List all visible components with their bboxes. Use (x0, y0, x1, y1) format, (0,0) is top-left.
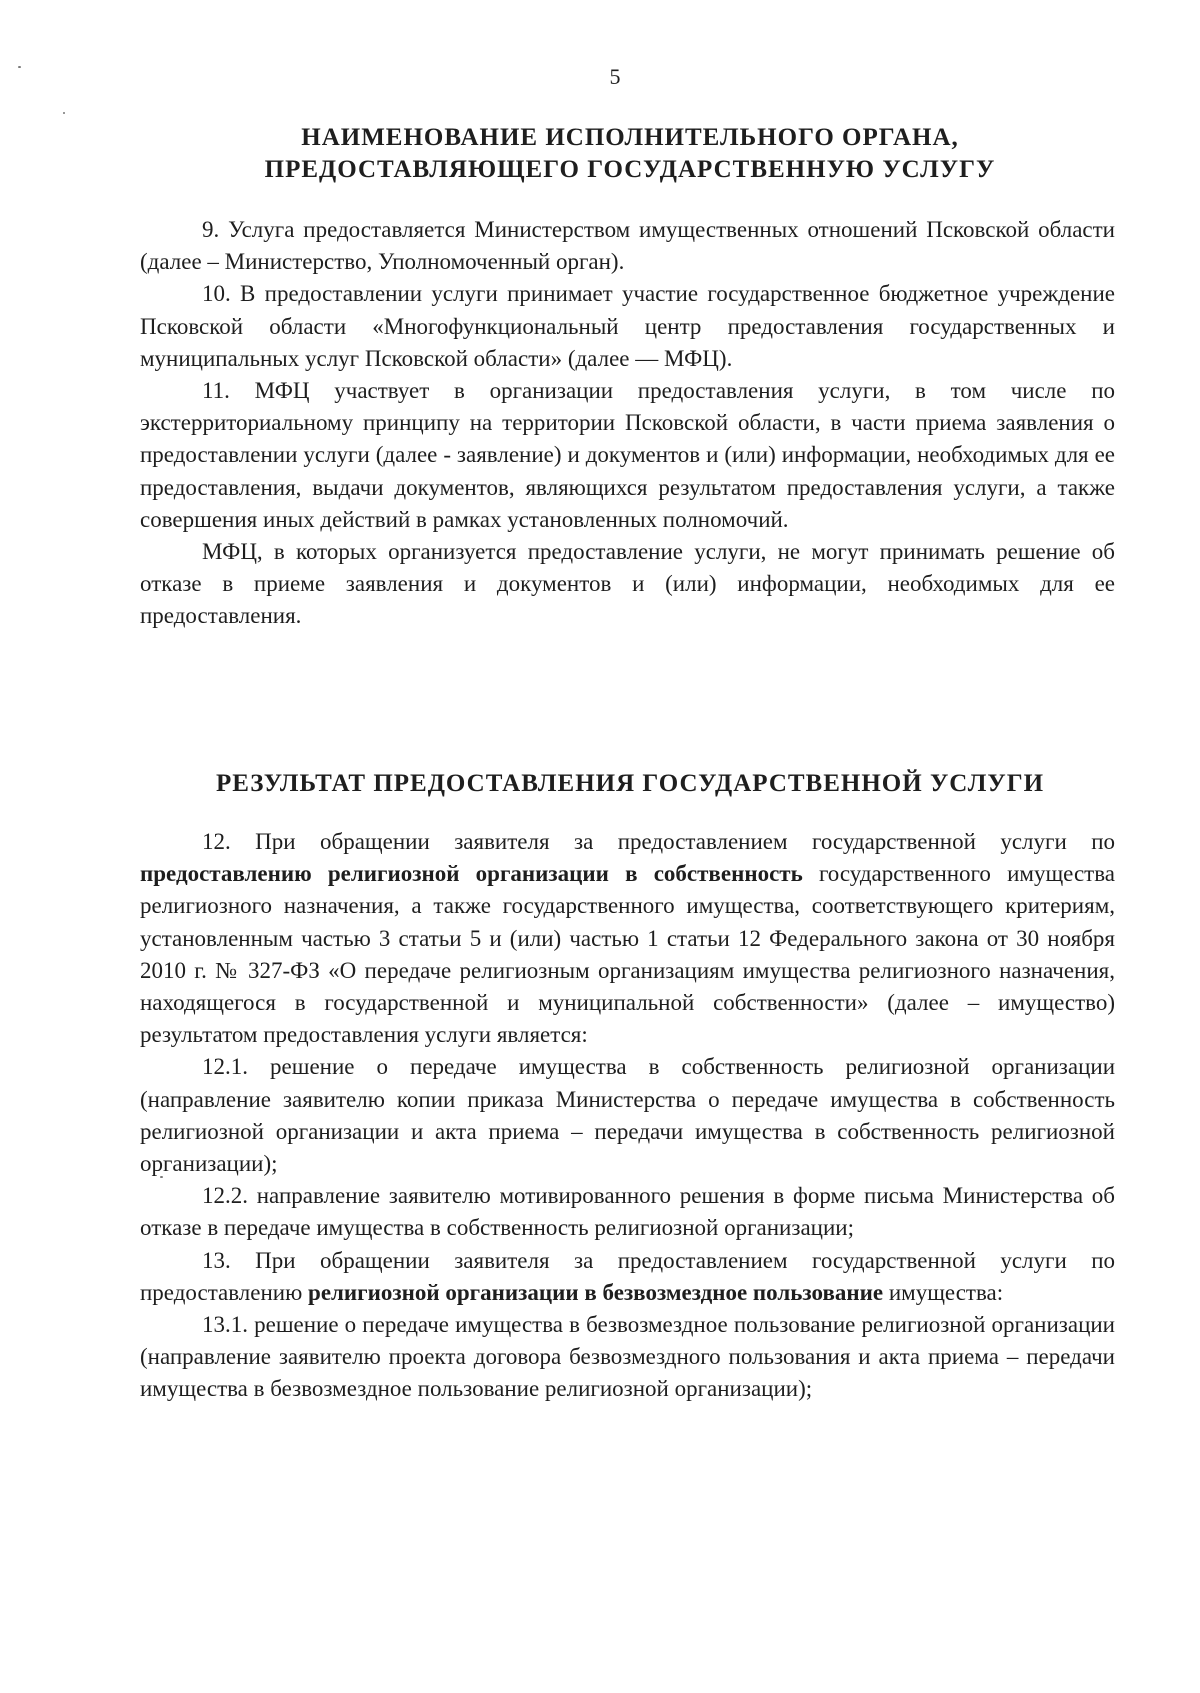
section-heading-executive-body (140, 122, 1120, 186)
paragraph-13-1: 13.1. решение о передаче имущества в безвозмездное пользование религиозной организации (направление заявителю проекта договора безвозмездного пользования и акта приема – передачи имущества в безвозмездное пользование религиозной организации); (140, 1312, 1115, 1402)
heading-line: НАИМЕНОВАНИЕ ИСПОЛНИТЕЛЬНОГО ОРГАНА, (301, 124, 959, 151)
heading-line: РЕЗУЛЬТАТ ПРЕДОСТАВЛЕНИЯ ГОСУДАРСТВЕННОЙ УСЛУГИ (215, 770, 1045, 797)
paragraph-10: 10. В предоставлении услуги принимает участие государственное бюджетное учреждение Псковской области «Многофункциональный центр предоставления государственных и муниципальных услуг Псковской области» (далее — МФЦ). (140, 281, 1115, 371)
section-executive-body (140, 214, 1115, 633)
section-result (140, 826, 1115, 1406)
paragraph-9: 9. Услуга предоставляется Министерством имущественных отношений Псковской области (далее – Министерство, Уполномоченный орган). (140, 217, 1115, 275)
paragraph-12-text: 12. При обращении заявителя за предоставлением государственной услуги по (202, 829, 1115, 854)
paragraph-12-text-cont: государственного имущества религиозного назначения, а также государственного имущества, соответствующего критериям, установленным частью 3 статьи 5 и (или) частью 1 статьи 12 Федерального закона от 30 ноября 2010 г. № 327-ФЗ «О передаче религиозным организациям имущества религиозного назначения, находящегося в государственной и муниципальной собственности» (далее – имущество) результатом предоставления услуги является: (140, 861, 1115, 1048)
paragraph-11: 11. МФЦ участвует в организации предоставления услуги, в том числе по экстерриториальному принципу на территории Псковской области, в части приема заявления о предоставлении услуги (далее - заявление) и документов и (или) информации, необходимых для ее предоставления, выдачи документов, являющихся результатом предоставления услуги, а также совершения иных действий в рамках установленных полномочий. (140, 378, 1115, 532)
section-heading-result (140, 768, 1120, 800)
scan-speck (63, 112, 65, 114)
paragraph-13-emphasis: религиозной организации в безвозмездное пользование (308, 1279, 884, 1305)
paragraph-12 (140, 826, 1115, 1051)
paragraph-13 (140, 1245, 1115, 1309)
heading-line: ПРЕДОСТАВЛЯЮЩЕГО ГОСУДАРСТВЕННУЮ УСЛУГУ (264, 156, 996, 183)
paragraph-13-text-cont: имущества: (883, 1279, 1004, 1305)
page-number: 5 (609, 64, 621, 89)
paragraph-12-emphasis: предоставлению религиозной организации в собственность (140, 861, 803, 887)
paragraph-12-1: 12.1. решение о передаче имущества в собственность религиозной организации (направление заявителю копии приказа Министерства о передаче имущества в собственность религиозной организации и акта приема – передачи имущества в собственность религиозной организации); (140, 1054, 1115, 1177)
paragraph-13-text: 13. При обращении заявителя за предоставлением государственной услуги по предоставлению (140, 1247, 1115, 1305)
paragraph-11-mfc: МФЦ, в которых организуется предоставление услуги, не могут принимать решение об отказе в приеме заявления и документов и (или) информации, необходимых для ее предоставления. (140, 539, 1115, 629)
paragraph-12-2: 12.2. направление заявителю мотивированного решения в форме письма Министерства об отказе в передаче имущества в собственность религиозной организации; (140, 1183, 1115, 1241)
